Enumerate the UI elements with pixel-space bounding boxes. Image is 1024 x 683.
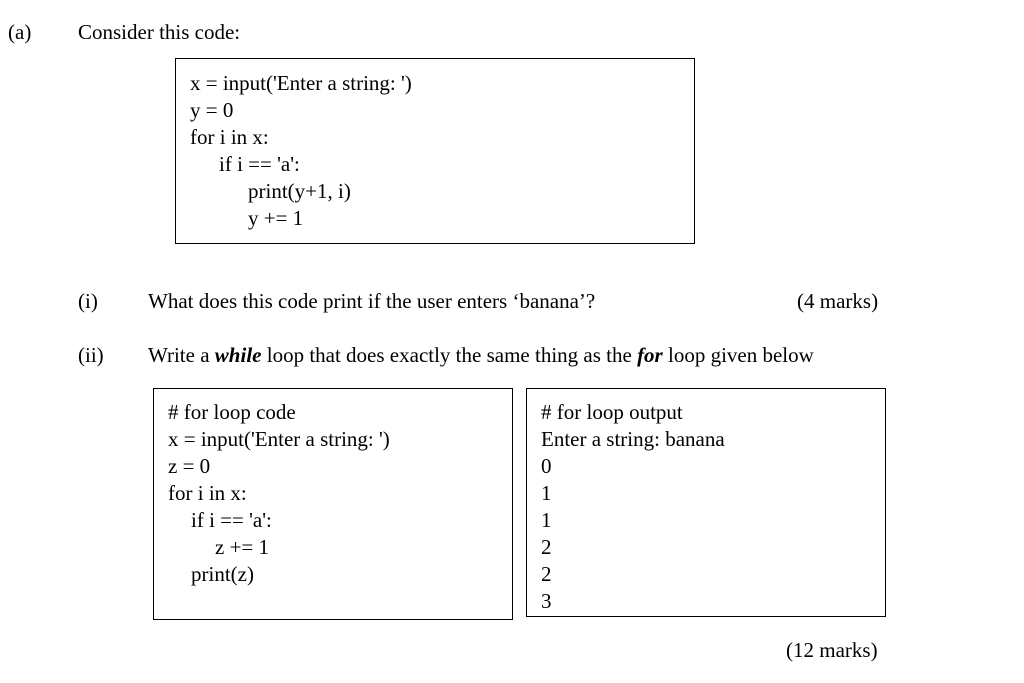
output-line: 1 [541, 508, 552, 532]
code-line: z = 0 [168, 454, 211, 478]
question-ii-emph-for: for [637, 343, 663, 367]
code-line: z += 1 [215, 535, 270, 559]
output-box [526, 388, 886, 617]
question-i-marks: (4 marks) [797, 289, 879, 313]
output-line: 2 [541, 562, 552, 586]
question-i-label: (i) [78, 289, 98, 313]
output-line: 1 [541, 481, 552, 505]
question-i-text: What does this code print if the user enters ‘banana’? [148, 289, 596, 313]
code-box-2 [153, 388, 513, 620]
output-line: 2 [541, 535, 552, 559]
code-line: for i in x: [190, 125, 269, 149]
code-line: # for loop code [168, 400, 296, 424]
output-line: Enter a string: banana [541, 427, 725, 451]
code-line: for i in x: [168, 481, 247, 505]
code-line: y += 1 [248, 206, 304, 230]
question-ii-text-after: loop given below [662, 343, 814, 367]
question-ii-text [148, 345, 814, 366]
code-line: print(y+1, i) [248, 179, 351, 203]
code-box-1 [175, 58, 695, 244]
final-marks: (12 marks) [786, 638, 878, 662]
part-a-label: (a) [8, 20, 32, 44]
code-line: if i == 'a': [219, 152, 300, 176]
output-line: # for loop output [541, 400, 683, 424]
question-ii-text-before: Write a [148, 343, 215, 367]
question-ii-label: (ii) [78, 343, 104, 367]
output-line: 0 [541, 454, 552, 478]
part-a-intro: Consider this code: [78, 20, 241, 44]
code-line: print(z) [191, 562, 254, 586]
code-line: y = 0 [190, 98, 234, 122]
code-line: x = input('Enter a string: ') [190, 71, 412, 95]
question-ii-emph-while: while [214, 343, 262, 367]
output-line: 3 [541, 589, 552, 613]
question-ii-text-middle: loop that does exactly the same thing as the [261, 343, 638, 367]
code-line: if i == 'a': [191, 508, 272, 532]
code-line: x = input('Enter a string: ') [168, 427, 390, 451]
